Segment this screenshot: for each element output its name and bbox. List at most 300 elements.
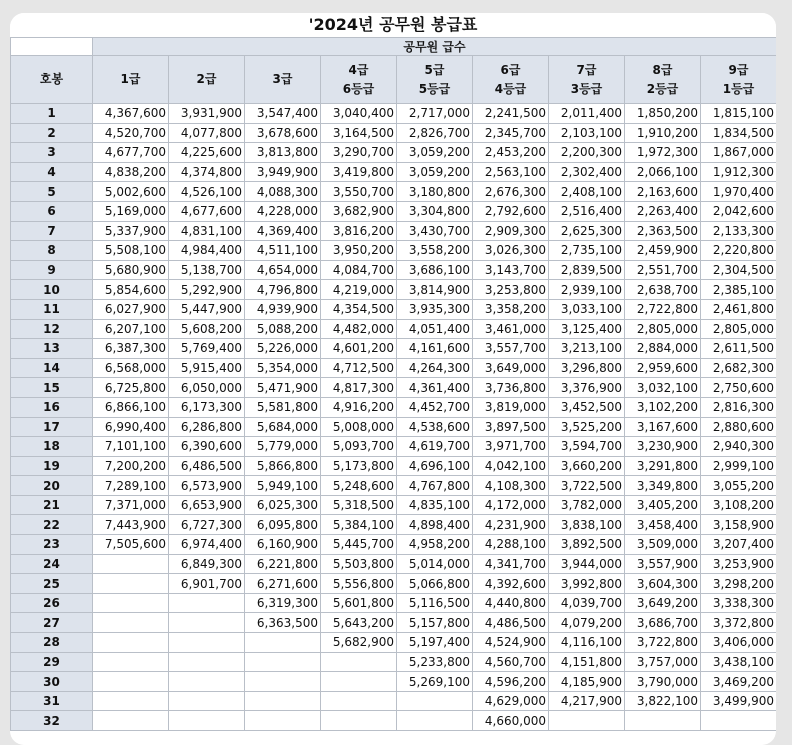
step-number-cell: 22 bbox=[11, 515, 93, 535]
step-number-cell: 11 bbox=[11, 299, 93, 319]
salary-cell: 2,551,700 bbox=[625, 260, 701, 280]
step-number-cell: 16 bbox=[11, 397, 93, 417]
salary-cell: 3,253,800 bbox=[473, 280, 549, 300]
salary-cell: 3,158,900 bbox=[701, 515, 777, 535]
salary-cell: 5,337,900 bbox=[93, 221, 169, 241]
salary-cell: 3,469,200 bbox=[701, 672, 777, 692]
step-number-cell: 2 bbox=[11, 123, 93, 143]
salary-cell: 6,849,300 bbox=[169, 554, 245, 574]
salary-cell: 5,915,400 bbox=[169, 358, 245, 378]
salary-cell: 5,445,700 bbox=[321, 535, 397, 555]
grade-header-line: 7급 bbox=[576, 62, 597, 77]
salary-cell: 6,573,900 bbox=[169, 476, 245, 496]
grade-column-header bbox=[169, 56, 245, 104]
step-number-cell: 14 bbox=[11, 358, 93, 378]
step-column-header: 호봉 bbox=[11, 56, 93, 104]
grade-header-line: 9급 bbox=[728, 62, 749, 77]
salary-cell: 3,102,200 bbox=[625, 397, 701, 417]
salary-cell: 2,304,500 bbox=[701, 260, 777, 280]
grade-column-header bbox=[625, 56, 701, 104]
table-row bbox=[11, 299, 777, 319]
salary-cell: 6,486,500 bbox=[169, 456, 245, 476]
salary-cell: 2,408,100 bbox=[549, 182, 625, 202]
salary-cell: 7,443,900 bbox=[93, 515, 169, 535]
salary-cell: 2,805,000 bbox=[625, 319, 701, 339]
step-number-cell: 10 bbox=[11, 280, 93, 300]
salary-cell: 4,392,600 bbox=[473, 574, 549, 594]
salary-cell: 2,385,100 bbox=[701, 280, 777, 300]
step-number-cell: 27 bbox=[11, 613, 93, 633]
step-number-cell: 5 bbox=[11, 182, 93, 202]
salary-cell: 3,055,200 bbox=[701, 476, 777, 496]
salary-cell: 3,736,800 bbox=[473, 378, 549, 398]
salary-cell: 2,625,300 bbox=[549, 221, 625, 241]
table-row bbox=[11, 339, 777, 359]
salary-cell: 7,505,600 bbox=[93, 535, 169, 555]
salary-cell: 3,678,600 bbox=[245, 123, 321, 143]
salary-cell: 2,363,500 bbox=[625, 221, 701, 241]
salary-cell: 2,909,300 bbox=[473, 221, 549, 241]
salary-cell: 3,550,700 bbox=[321, 182, 397, 202]
salary-cell bbox=[321, 652, 397, 672]
salary-cell: 4,677,600 bbox=[169, 201, 245, 221]
salary-cell: 4,361,400 bbox=[397, 378, 473, 398]
step-number-cell: 6 bbox=[11, 201, 93, 221]
salary-cell bbox=[245, 691, 321, 711]
step-number-cell: 12 bbox=[11, 319, 93, 339]
salary-cell: 4,482,000 bbox=[321, 319, 397, 339]
salary-cell: 3,304,800 bbox=[397, 201, 473, 221]
table-row bbox=[11, 280, 777, 300]
grade-column-header bbox=[245, 56, 321, 104]
grade-header-line: 6급 bbox=[500, 62, 521, 77]
grade-header-line: 3급 bbox=[272, 72, 293, 86]
salary-cell: 4,116,100 bbox=[549, 633, 625, 653]
salary-cell: 5,197,400 bbox=[397, 633, 473, 653]
salary-cell: 4,898,400 bbox=[397, 515, 473, 535]
salary-table bbox=[10, 37, 776, 731]
corner-blank bbox=[11, 38, 93, 56]
salary-cell: 3,992,800 bbox=[549, 574, 625, 594]
salary-cell: 3,290,700 bbox=[321, 143, 397, 163]
salary-cell: 3,406,000 bbox=[701, 633, 777, 653]
salary-cell: 5,014,000 bbox=[397, 554, 473, 574]
salary-cell: 6,173,300 bbox=[169, 397, 245, 417]
salary-cell: 4,596,200 bbox=[473, 672, 549, 692]
salary-cell: 6,387,300 bbox=[93, 339, 169, 359]
salary-cell: 6,568,000 bbox=[93, 358, 169, 378]
salary-cell: 3,722,500 bbox=[549, 476, 625, 496]
salary-cell bbox=[321, 672, 397, 692]
salary-cell: 5,684,000 bbox=[245, 417, 321, 437]
salary-cell: 4,231,900 bbox=[473, 515, 549, 535]
step-number-cell: 17 bbox=[11, 417, 93, 437]
salary-cell: 1,972,300 bbox=[625, 143, 701, 163]
salary-cell: 2,263,400 bbox=[625, 201, 701, 221]
salary-cell: 3,040,400 bbox=[321, 104, 397, 124]
salary-cell: 4,486,500 bbox=[473, 613, 549, 633]
grade-column-header bbox=[93, 56, 169, 104]
salary-cell: 5,248,600 bbox=[321, 476, 397, 496]
salary-cell: 4,835,100 bbox=[397, 495, 473, 515]
salary-cell: 4,601,200 bbox=[321, 339, 397, 359]
table-row bbox=[11, 221, 777, 241]
salary-cell: 4,084,700 bbox=[321, 260, 397, 280]
salary-cell: 2,750,600 bbox=[701, 378, 777, 398]
salary-cell: 3,430,700 bbox=[397, 221, 473, 241]
salary-cell: 6,207,100 bbox=[93, 319, 169, 339]
step-number-cell: 8 bbox=[11, 241, 93, 261]
grade-column-header bbox=[701, 56, 777, 104]
salary-cell: 1,850,200 bbox=[625, 104, 701, 124]
salary-cell: 4,217,900 bbox=[549, 691, 625, 711]
salary-cell: 3,032,100 bbox=[625, 378, 701, 398]
salary-cell: 3,816,200 bbox=[321, 221, 397, 241]
salary-cell bbox=[625, 711, 701, 731]
salary-cell: 4,526,100 bbox=[169, 182, 245, 202]
table-row bbox=[11, 535, 777, 555]
salary-cell: 4,161,600 bbox=[397, 339, 473, 359]
salary-cell: 6,390,600 bbox=[169, 437, 245, 457]
step-number-cell: 24 bbox=[11, 554, 93, 574]
salary-cell: 3,253,900 bbox=[701, 554, 777, 574]
salary-cell: 3,944,000 bbox=[549, 554, 625, 574]
table-row bbox=[11, 358, 777, 378]
salary-cell: 4,817,300 bbox=[321, 378, 397, 398]
salary-cell: 2,345,700 bbox=[473, 123, 549, 143]
salary-cell: 2,220,800 bbox=[701, 241, 777, 261]
table-row bbox=[11, 417, 777, 437]
salary-cell: 3,108,200 bbox=[701, 495, 777, 515]
step-number-cell: 32 bbox=[11, 711, 93, 731]
step-number-cell: 28 bbox=[11, 633, 93, 653]
salary-cell: 2,133,300 bbox=[701, 221, 777, 241]
salary-cell: 2,461,800 bbox=[701, 299, 777, 319]
table-row bbox=[11, 260, 777, 280]
salary-cell: 3,499,900 bbox=[701, 691, 777, 711]
salary-cell: 5,949,100 bbox=[245, 476, 321, 496]
salary-cell bbox=[93, 554, 169, 574]
salary-cell: 2,676,300 bbox=[473, 182, 549, 202]
salary-cell bbox=[93, 633, 169, 653]
salary-cell bbox=[397, 711, 473, 731]
table-row bbox=[11, 201, 777, 221]
salary-cell: 5,269,100 bbox=[397, 672, 473, 692]
salary-cell: 5,292,900 bbox=[169, 280, 245, 300]
salary-cell: 3,722,800 bbox=[625, 633, 701, 653]
salary-cell: 2,302,400 bbox=[549, 162, 625, 182]
salary-cell: 3,125,400 bbox=[549, 319, 625, 339]
salary-cell: 5,769,400 bbox=[169, 339, 245, 359]
salary-cell: 3,525,200 bbox=[549, 417, 625, 437]
salary-cell bbox=[549, 711, 625, 731]
salary-cell bbox=[701, 711, 777, 731]
salary-cell: 3,814,900 bbox=[397, 280, 473, 300]
salary-cell: 4,367,600 bbox=[93, 104, 169, 124]
salary-cell: 6,050,000 bbox=[169, 378, 245, 398]
salary-cell: 6,363,500 bbox=[245, 613, 321, 633]
grade-header-line: 5등급 bbox=[418, 81, 451, 96]
step-number-cell: 20 bbox=[11, 476, 93, 496]
salary-cell: 3,376,900 bbox=[549, 378, 625, 398]
salary-cell: 2,011,400 bbox=[549, 104, 625, 124]
table-row bbox=[11, 672, 777, 692]
step-number-cell: 31 bbox=[11, 691, 93, 711]
salary-cell: 6,286,800 bbox=[169, 417, 245, 437]
salary-cell: 3,180,800 bbox=[397, 182, 473, 202]
step-number-cell: 15 bbox=[11, 378, 93, 398]
step-number-cell: 7 bbox=[11, 221, 93, 241]
table-row bbox=[11, 515, 777, 535]
salary-cell: 3,438,100 bbox=[701, 652, 777, 672]
salary-cell: 5,508,100 bbox=[93, 241, 169, 261]
salary-cell: 4,838,200 bbox=[93, 162, 169, 182]
salary-cell: 2,241,500 bbox=[473, 104, 549, 124]
salary-cell: 4,452,700 bbox=[397, 397, 473, 417]
salary-cell bbox=[93, 691, 169, 711]
table-row bbox=[11, 711, 777, 731]
salary-cell: 4,619,700 bbox=[397, 437, 473, 457]
grade-column-header bbox=[397, 56, 473, 104]
table-row bbox=[11, 437, 777, 457]
grade-header-line: 4급 bbox=[348, 62, 369, 77]
salary-cell: 4,677,700 bbox=[93, 143, 169, 163]
salary-cell: 2,516,400 bbox=[549, 201, 625, 221]
table-row bbox=[11, 574, 777, 594]
salary-cell: 2,826,700 bbox=[397, 123, 473, 143]
salary-cell: 3,059,200 bbox=[397, 143, 473, 163]
salary-cell bbox=[93, 593, 169, 613]
salary-cell: 3,557,700 bbox=[473, 339, 549, 359]
salary-cell: 3,026,300 bbox=[473, 241, 549, 261]
table-row bbox=[11, 104, 777, 124]
salary-cell: 3,822,100 bbox=[625, 691, 701, 711]
salary-cell: 4,629,000 bbox=[473, 691, 549, 711]
step-number-cell: 23 bbox=[11, 535, 93, 555]
step-number-cell: 13 bbox=[11, 339, 93, 359]
table-row bbox=[11, 652, 777, 672]
table-row bbox=[11, 241, 777, 261]
salary-cell: 5,173,800 bbox=[321, 456, 397, 476]
salary-cell: 4,151,800 bbox=[549, 652, 625, 672]
salary-cell: 6,901,700 bbox=[169, 574, 245, 594]
salary-cell: 2,103,100 bbox=[549, 123, 625, 143]
salary-cell: 3,558,200 bbox=[397, 241, 473, 261]
salary-cell: 4,440,800 bbox=[473, 593, 549, 613]
salary-cell: 3,296,800 bbox=[549, 358, 625, 378]
table-row bbox=[11, 456, 777, 476]
salary-cell: 3,419,800 bbox=[321, 162, 397, 182]
salary-cell: 5,002,600 bbox=[93, 182, 169, 202]
salary-cell: 3,458,400 bbox=[625, 515, 701, 535]
salary-cell: 5,556,800 bbox=[321, 574, 397, 594]
step-number-cell: 25 bbox=[11, 574, 93, 594]
salary-cell: 5,226,000 bbox=[245, 339, 321, 359]
salary-cell bbox=[169, 672, 245, 692]
table-row bbox=[11, 691, 777, 711]
salary-cell: 4,039,700 bbox=[549, 593, 625, 613]
salary-cell: 2,880,600 bbox=[701, 417, 777, 437]
salary-cell: 3,207,400 bbox=[701, 535, 777, 555]
salary-cell: 1,912,300 bbox=[701, 162, 777, 182]
salary-cell: 4,538,600 bbox=[397, 417, 473, 437]
salary-cell: 2,940,300 bbox=[701, 437, 777, 457]
salary-cell: 4,939,900 bbox=[245, 299, 321, 319]
salary-cell: 3,291,800 bbox=[625, 456, 701, 476]
salary-cell: 5,601,800 bbox=[321, 593, 397, 613]
salary-cell: 5,447,900 bbox=[169, 299, 245, 319]
salary-cell: 3,838,100 bbox=[549, 515, 625, 535]
salary-cell: 6,974,400 bbox=[169, 535, 245, 555]
grade-header-line: 2급 bbox=[196, 72, 217, 86]
salary-cell: 2,735,100 bbox=[549, 241, 625, 261]
grade-header-line: 5급 bbox=[424, 62, 445, 77]
table-title: '2024년 공무원 봉급표 bbox=[10, 13, 776, 37]
step-number-cell: 21 bbox=[11, 495, 93, 515]
step-number-cell: 18 bbox=[11, 437, 93, 457]
table-row bbox=[11, 633, 777, 653]
step-number-cell: 30 bbox=[11, 672, 93, 692]
salary-cell: 4,984,400 bbox=[169, 241, 245, 261]
table-row bbox=[11, 495, 777, 515]
salary-cell: 4,696,100 bbox=[397, 456, 473, 476]
salary-cell: 7,101,100 bbox=[93, 437, 169, 457]
salary-cell: 6,027,900 bbox=[93, 299, 169, 319]
salary-cell: 3,143,700 bbox=[473, 260, 549, 280]
salary-cell: 3,813,800 bbox=[245, 143, 321, 163]
table-row bbox=[11, 613, 777, 633]
salary-cell: 3,971,700 bbox=[473, 437, 549, 457]
salary-cell: 2,722,800 bbox=[625, 299, 701, 319]
salary-cell: 3,059,200 bbox=[397, 162, 473, 182]
salary-cell: 4,654,000 bbox=[245, 260, 321, 280]
salary-cell: 6,221,800 bbox=[245, 554, 321, 574]
salary-cell: 5,581,800 bbox=[245, 397, 321, 417]
salary-cell: 5,318,500 bbox=[321, 495, 397, 515]
salary-cell: 3,935,300 bbox=[397, 299, 473, 319]
salary-cell: 5,157,800 bbox=[397, 613, 473, 633]
salary-cell: 4,354,500 bbox=[321, 299, 397, 319]
table-row bbox=[11, 554, 777, 574]
salary-cell: 6,160,900 bbox=[245, 535, 321, 555]
salary-cell: 3,164,500 bbox=[321, 123, 397, 143]
salary-cell: 3,819,000 bbox=[473, 397, 549, 417]
table-row bbox=[11, 593, 777, 613]
salary-cell: 6,025,300 bbox=[245, 495, 321, 515]
salary-cell: 4,219,000 bbox=[321, 280, 397, 300]
salary-cell: 3,452,500 bbox=[549, 397, 625, 417]
grade-header-line: 6등급 bbox=[342, 81, 375, 96]
salary-cell: 3,790,000 bbox=[625, 672, 701, 692]
salary-cell: 4,264,300 bbox=[397, 358, 473, 378]
salary-cell: 5,643,200 bbox=[321, 613, 397, 633]
table-row bbox=[11, 319, 777, 339]
salary-cell bbox=[169, 711, 245, 731]
salary-cell: 3,660,200 bbox=[549, 456, 625, 476]
salary-cell: 3,405,200 bbox=[625, 495, 701, 515]
salary-cell: 4,524,900 bbox=[473, 633, 549, 653]
salary-cell: 3,461,000 bbox=[473, 319, 549, 339]
grade-column-header bbox=[473, 56, 549, 104]
salary-cell: 4,916,200 bbox=[321, 397, 397, 417]
salary-cell bbox=[397, 691, 473, 711]
salary-cell: 5,116,500 bbox=[397, 593, 473, 613]
salary-cell: 6,653,900 bbox=[169, 495, 245, 515]
table-row bbox=[11, 476, 777, 496]
salary-cell: 4,712,500 bbox=[321, 358, 397, 378]
salary-cell bbox=[321, 711, 397, 731]
salary-cell: 5,471,900 bbox=[245, 378, 321, 398]
salary-cell bbox=[93, 672, 169, 692]
salary-cell: 4,088,300 bbox=[245, 182, 321, 202]
grade-header-line: 1급 bbox=[120, 72, 141, 86]
salary-cell: 2,717,000 bbox=[397, 104, 473, 124]
salary-cell: 4,185,900 bbox=[549, 672, 625, 692]
salary-cell bbox=[93, 711, 169, 731]
salary-cell: 5,854,600 bbox=[93, 280, 169, 300]
salary-cell: 5,138,700 bbox=[169, 260, 245, 280]
salary-cell bbox=[245, 711, 321, 731]
salary-cell: 2,805,000 bbox=[701, 319, 777, 339]
salary-cell: 5,503,800 bbox=[321, 554, 397, 574]
salary-cell: 3,682,900 bbox=[321, 201, 397, 221]
salary-cell: 5,682,900 bbox=[321, 633, 397, 653]
salary-cell bbox=[93, 613, 169, 633]
salary-cell: 2,999,100 bbox=[701, 456, 777, 476]
grade-header-line: 8급 bbox=[652, 62, 673, 77]
salary-cell: 6,727,300 bbox=[169, 515, 245, 535]
salary-cell: 5,093,700 bbox=[321, 437, 397, 457]
grade-group-header: 공무원 급수 bbox=[93, 38, 777, 56]
grade-column-header bbox=[549, 56, 625, 104]
salary-cell bbox=[245, 652, 321, 672]
salary-cell: 4,369,400 bbox=[245, 221, 321, 241]
salary-cell: 3,649,200 bbox=[625, 593, 701, 613]
table-row bbox=[11, 397, 777, 417]
salary-cell: 1,834,500 bbox=[701, 123, 777, 143]
salary-cell: 2,563,100 bbox=[473, 162, 549, 182]
salary-cell: 5,680,900 bbox=[93, 260, 169, 280]
salary-table-body bbox=[11, 104, 777, 731]
salary-cell: 3,594,700 bbox=[549, 437, 625, 457]
salary-cell: 6,095,800 bbox=[245, 515, 321, 535]
salary-cell: 4,520,700 bbox=[93, 123, 169, 143]
salary-cell: 2,200,300 bbox=[549, 143, 625, 163]
salary-cell: 6,271,600 bbox=[245, 574, 321, 594]
salary-cell: 2,682,300 bbox=[701, 358, 777, 378]
salary-cell bbox=[169, 633, 245, 653]
salary-cell: 5,169,000 bbox=[93, 201, 169, 221]
step-number-cell: 1 bbox=[11, 104, 93, 124]
salary-cell: 3,892,500 bbox=[549, 535, 625, 555]
salary-cell: 2,611,500 bbox=[701, 339, 777, 359]
salary-cell: 3,950,200 bbox=[321, 241, 397, 261]
salary-cell: 5,233,800 bbox=[397, 652, 473, 672]
salary-table-card bbox=[10, 13, 776, 745]
salary-cell: 1,867,000 bbox=[701, 143, 777, 163]
salary-cell: 4,560,700 bbox=[473, 652, 549, 672]
salary-cell: 4,228,000 bbox=[245, 201, 321, 221]
salary-cell: 4,051,400 bbox=[397, 319, 473, 339]
table-row bbox=[11, 378, 777, 398]
salary-cell: 2,163,600 bbox=[625, 182, 701, 202]
salary-cell: 4,288,100 bbox=[473, 535, 549, 555]
salary-cell: 3,686,100 bbox=[397, 260, 473, 280]
salary-cell bbox=[169, 652, 245, 672]
salary-cell: 6,990,400 bbox=[93, 417, 169, 437]
salary-cell: 3,338,300 bbox=[701, 593, 777, 613]
salary-cell: 4,796,800 bbox=[245, 280, 321, 300]
